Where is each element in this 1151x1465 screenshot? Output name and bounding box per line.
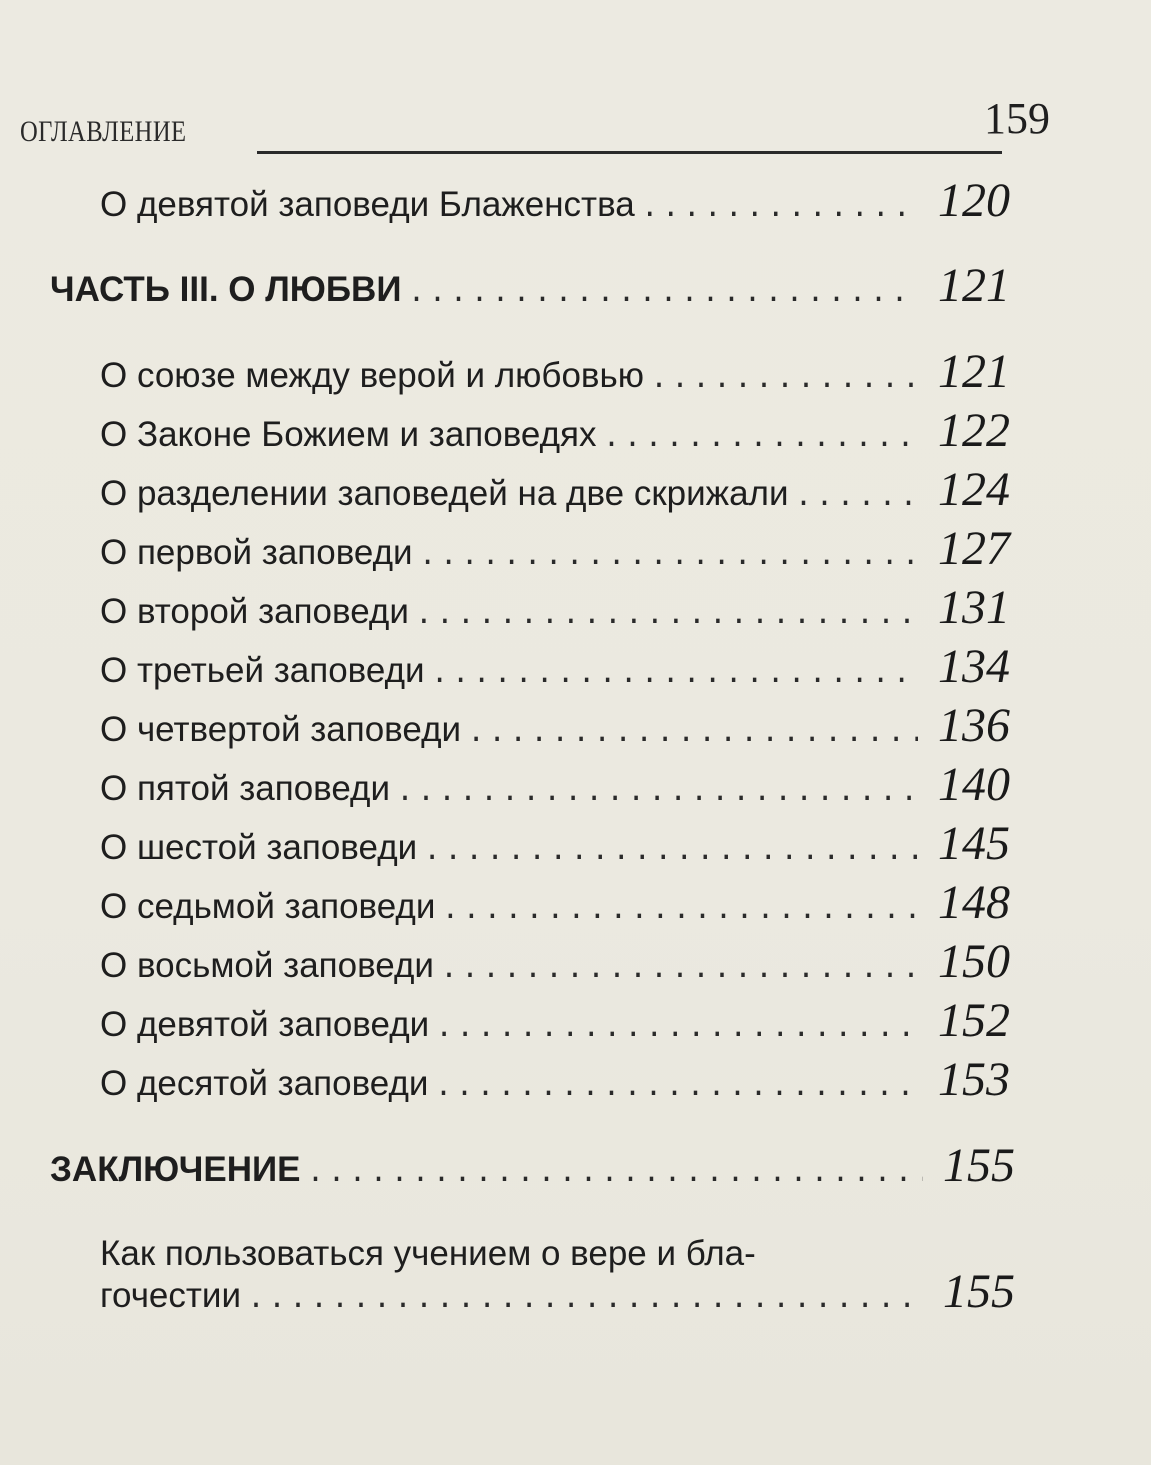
dot-leader <box>306 1157 923 1193</box>
toc-entry-page: 120 <box>938 174 1010 227</box>
dot-leader <box>440 953 918 989</box>
toc-section-label: ЧАСТЬ III. О ЛЮБВИ <box>50 270 402 309</box>
toc-entry <box>100 639 1010 694</box>
dot-leader <box>415 599 918 635</box>
toc-entry-page: 152 <box>938 994 1010 1047</box>
toc-entry <box>100 993 1010 1048</box>
toc-entry-label: О разделении заповедей на две скрижали <box>100 474 789 513</box>
toc-entry <box>100 173 1010 228</box>
toc-section <box>50 1138 1015 1193</box>
toc-entry <box>100 403 1010 458</box>
toc-entry <box>100 757 1010 812</box>
toc-entry-label: О четвертой заповеди <box>100 710 462 749</box>
toc-entry-page: 155 <box>943 1265 1015 1318</box>
toc-entry-page: 150 <box>938 935 1010 988</box>
toc-entry <box>100 934 1010 989</box>
toc-entry-page: 136 <box>938 699 1010 752</box>
toc-section-label: ЗАКЛЮЧЕНИЕ <box>50 1150 301 1189</box>
dot-leader <box>423 835 918 871</box>
toc-entry-label: О союзе между верой и любовью <box>100 356 645 395</box>
toc-entry-page: 140 <box>938 758 1010 811</box>
dot-leader <box>467 717 918 753</box>
dot-leader <box>247 1283 923 1319</box>
toc-entry-label-line2: гочестии <box>100 1276 242 1315</box>
dot-leader <box>396 776 918 812</box>
toc-entry-label: О восьмой заповеди <box>100 946 434 985</box>
toc-entry-page: 153 <box>938 1053 1010 1106</box>
running-header-title: ОГЛАВЛЕНИЕ <box>20 115 187 148</box>
toc-entry <box>100 580 1010 635</box>
toc-entry-label: О первой заповеди <box>100 533 413 572</box>
toc-entry-page: 127 <box>938 522 1010 575</box>
toc-entry-label: О седьмой заповеди <box>100 887 436 926</box>
dot-leader <box>650 363 918 399</box>
toc-section-page: 155 <box>943 1139 1015 1192</box>
dot-leader <box>434 1071 918 1107</box>
toc-entry-label: О пятой заповеди <box>100 769 391 808</box>
toc-entry <box>100 521 1010 576</box>
dot-leader <box>795 481 918 517</box>
toc-entry-label: О третьей заповеди <box>100 651 425 690</box>
toc-entry <box>100 698 1010 753</box>
toc-entry <box>100 1264 1015 1319</box>
page-number: 159 <box>984 94 1050 143</box>
toc-entry <box>100 1052 1010 1107</box>
toc-entry <box>100 875 1010 930</box>
dot-leader <box>435 1012 918 1048</box>
toc-entry-label: О шестой заповеди <box>100 828 418 867</box>
dot-leader <box>431 658 918 694</box>
toc-section <box>50 258 1010 313</box>
toc-entry-label: О десятой заповеди <box>100 1064 429 1103</box>
toc-entry-label-line1: Как пользоваться учением о вере и бла- <box>100 1234 756 1273</box>
toc-entry-page: 131 <box>938 581 1010 634</box>
toc-entry-page: 148 <box>938 876 1010 929</box>
toc-entry-label: О девятой заповеди <box>100 1005 430 1044</box>
toc-entry-label: О девятой заповеди Блаженства <box>100 185 635 224</box>
header-rule <box>257 151 1002 154</box>
toc-entry-page: 122 <box>938 404 1010 457</box>
dot-leader <box>419 540 918 576</box>
toc-entry <box>100 344 1010 399</box>
dot-leader <box>441 894 918 930</box>
dot-leader <box>602 422 918 458</box>
toc-entry <box>100 816 1010 871</box>
toc-entry-page: 124 <box>938 463 1010 516</box>
dot-leader <box>407 277 918 313</box>
toc-entry-page: 121 <box>938 345 1010 398</box>
dot-leader <box>641 192 918 228</box>
toc-entry-label: О второй заповеди <box>100 592 409 631</box>
toc-entry-label: О Законе Божием и заповедях <box>100 415 597 454</box>
toc-entry-page: 134 <box>938 640 1010 693</box>
toc-section-page: 121 <box>938 259 1010 312</box>
toc-entry-page: 145 <box>938 817 1010 870</box>
toc-entry <box>100 462 1010 517</box>
